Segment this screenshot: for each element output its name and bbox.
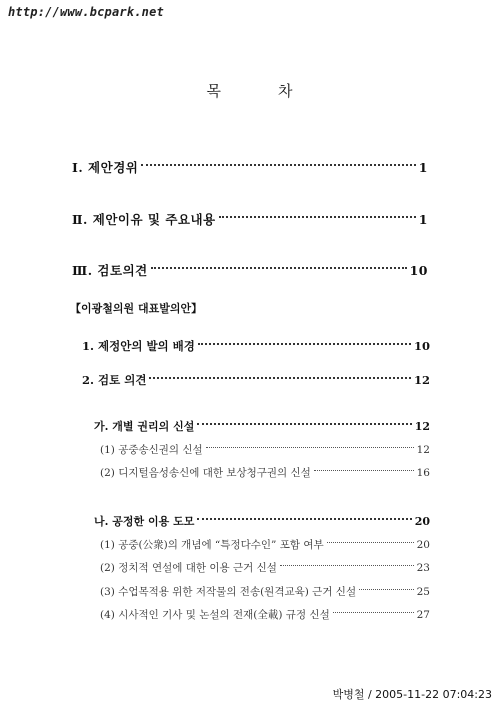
dot-leader — [198, 343, 411, 345]
dot-leader — [219, 216, 416, 218]
toc-title — [0, 80, 500, 101]
page-number: 10 — [413, 339, 430, 353]
dot-leader — [141, 164, 415, 166]
dot-leader — [333, 612, 414, 613]
page-number: 25 — [416, 586, 430, 598]
item-heading-label: 나. 공정한 이용 도모 — [94, 515, 195, 528]
subsection-label: 2. 검토 의견 — [82, 373, 147, 387]
dot-leader — [149, 377, 411, 379]
entry-row — [100, 584, 430, 599]
entry-label: (2) 정치적 연설에 대한 이용 근거 신설 — [100, 562, 277, 574]
section-row-3 — [72, 261, 428, 279]
toc-title-char-2: 차 — [278, 82, 294, 100]
dot-leader — [280, 565, 414, 566]
page-number: 20 — [416, 539, 430, 551]
subsection-label: 1. 제정안의 발의 배경 — [82, 339, 195, 353]
entry-label: (4) 시사적인 기사 및 논설의 전재(全載) 규정 신설 — [100, 609, 330, 621]
subsection-row-1 — [82, 338, 430, 354]
toc-title-char-1: 목 — [206, 82, 222, 100]
entry-label: (1) 공중송신권의 신설 — [100, 444, 203, 456]
dot-leader — [327, 542, 414, 543]
dot-leader — [151, 267, 407, 269]
page-number: 27 — [416, 609, 430, 621]
page-number: 12 — [416, 444, 430, 456]
bill-heading: 【이광철의원 대표발의안】 — [70, 302, 203, 315]
section-label: Ⅲ. 검토의견 — [72, 263, 148, 278]
dot-leader — [359, 589, 414, 590]
entry-row — [100, 560, 430, 575]
section-row-1 — [72, 158, 428, 176]
entry-label: (2) 디지털음성송신에 대한 보상청구권의 신설 — [100, 467, 311, 479]
page-number: 12 — [413, 373, 430, 387]
footer-author-timestamp: 박병철 / 2005-11-22 07:04:23 — [332, 688, 492, 701]
watermark-url: http://www.bcpark.net — [8, 5, 164, 19]
page-number: 12 — [414, 420, 430, 433]
section-label: Ⅰ. 제안경위 — [72, 160, 139, 175]
page-number: 20 — [414, 515, 430, 528]
entry-row — [100, 465, 430, 480]
dot-leader — [314, 470, 414, 471]
page-number: 16 — [416, 467, 430, 479]
dot-leader — [197, 423, 411, 425]
entry-label: (1) 공중(公衆)의 개념에 “특정다수인” 포함 여부 — [100, 539, 324, 551]
dot-leader — [206, 447, 414, 448]
entry-label: (3) 수업목적용 위한 저작물의 전송(원격교육) 근거 신설 — [100, 586, 357, 598]
section-label: Ⅱ. 제안이유 및 주요내용 — [72, 212, 216, 227]
page-number: 1 — [418, 160, 428, 175]
entry-row — [100, 442, 430, 457]
page-number: 23 — [416, 562, 430, 574]
item-heading-label: 가. 개별 권리의 신설 — [94, 420, 195, 433]
entry-row — [100, 607, 430, 622]
page-number: 1 — [418, 212, 428, 227]
section-row-2 — [72, 210, 428, 228]
page-number: 10 — [409, 263, 428, 278]
entry-row — [100, 537, 430, 552]
subsection-row-2 — [82, 372, 430, 388]
dot-leader — [197, 518, 411, 520]
item-heading-na — [94, 513, 430, 529]
item-heading-ga — [94, 418, 430, 434]
